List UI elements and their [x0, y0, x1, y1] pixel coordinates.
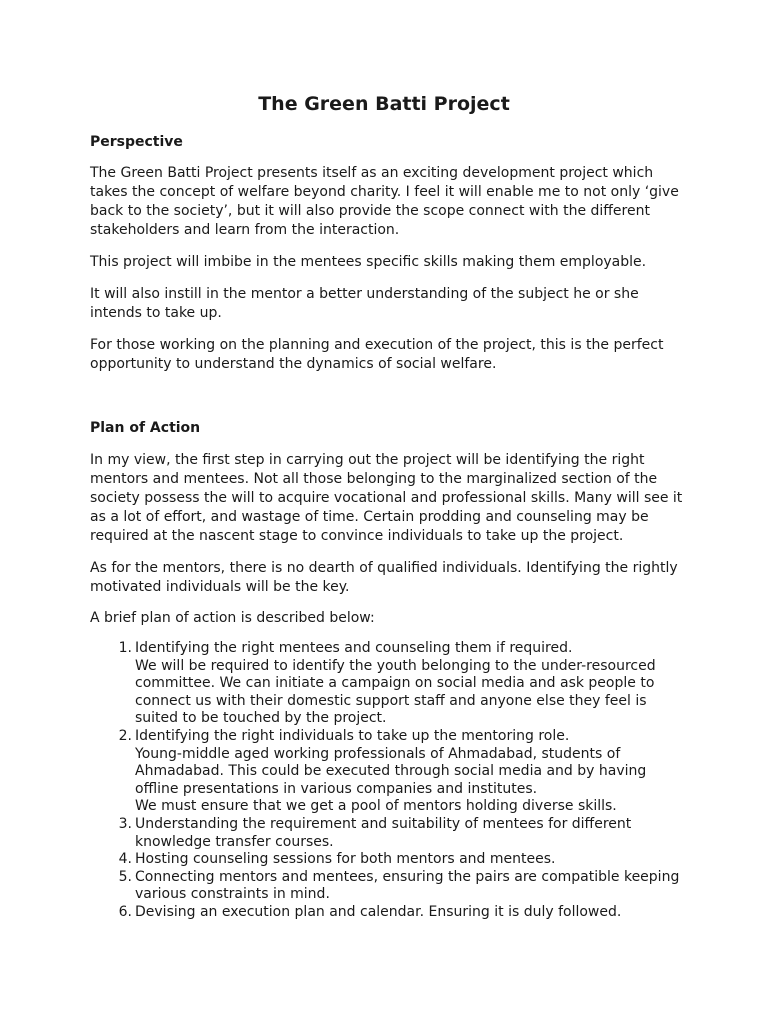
text-line: opportunity to understand the dynamics of social welfare.	[90, 356, 497, 372]
text-line: This project will imbibe in the mentees specific skills making them employable.	[90, 254, 647, 270]
text-line: Hosting counseling sessions for both mentors and mentees.	[135, 851, 556, 868]
text-line: mentors and mentees. Not all those belonging to the marginalized section of the	[90, 471, 658, 487]
text-line: stakeholders and learn from the interaction.	[90, 222, 400, 238]
text-line: motivated individuals will be the key.	[90, 579, 350, 595]
list-item	[90, 640, 690, 728]
list-item	[90, 904, 690, 922]
text-line: For those working on the planning and execution of the project, this is the perfect	[90, 337, 664, 353]
text-line: Understanding the requirement and suitability of mentees for different	[135, 815, 632, 832]
text-line: The Green Batti Project presents itself as an exciting development project which	[90, 165, 654, 181]
perspective-paragraph-2	[90, 253, 680, 272]
text-line: committee. We can initiate a campaign on social media and ask people to	[135, 675, 655, 692]
plan-paragraph-2	[90, 559, 680, 597]
text-line: offline presentations in various companies and institutes.	[135, 780, 538, 797]
plan-paragraph-1	[90, 451, 683, 546]
text-line: Identifying the right mentees and counseling them if required.	[135, 640, 573, 656]
text-line: Young-middle aged working professionals of Ahmadabad, students of	[135, 745, 621, 762]
list-number: 2.	[118, 727, 132, 744]
list-number: 3.	[118, 815, 132, 832]
perspective-paragraph-4	[90, 336, 680, 374]
text-line: society possess the will to acquire vocational and professional skills. Many will see it	[90, 490, 683, 506]
text-line: knowledge transfer courses.	[135, 833, 334, 850]
text-line: A brief plan of action is described below:	[90, 610, 375, 626]
text-line: various constraints in mind.	[135, 886, 330, 903]
plan-of-action-heading: Plan of Action	[90, 420, 201, 436]
text-line: As for the mentors, there is no dearth of qualified individuals. Identifying the rightly	[90, 560, 678, 576]
perspective-paragraph-1	[90, 164, 680, 240]
text-line: as a lot of effort, and wastage of time. Certain prodding and counseling may be	[90, 509, 649, 525]
text-line: In my view, the first step in carrying out the project will be identifying the right	[90, 452, 645, 468]
text-line: connect us with their domestic support staff and anyone else they feel is	[135, 692, 647, 709]
text-line: Connecting mentors and mentees, ensuring the pairs are compatible keeping	[135, 868, 680, 885]
document-title: The Green Batti Project	[258, 93, 510, 115]
text-line: back to the society’, but it will also provide the scope connect with the different	[90, 203, 650, 219]
text-line: We must ensure that we get a pool of mentors holding diverse skills.	[135, 798, 617, 815]
text-line: intends to take up.	[90, 305, 222, 321]
text-line: suited to be touched by the project.	[135, 710, 387, 727]
perspective-heading: Perspective	[90, 134, 183, 150]
list-item	[90, 851, 690, 869]
list-number: 1.	[118, 640, 132, 656]
text-line: We will be required to identify the youth belonging to the under-resourced	[135, 657, 656, 674]
list-number: 5.	[118, 868, 132, 885]
text-line: takes the concept of welfare beyond charity. I feel it will enable me to not only ‘give	[90, 184, 679, 200]
list-number: 4.	[118, 851, 132, 868]
text-line: required at the nascent stage to convince individuals to take up the project.	[90, 528, 624, 544]
text-line: It will also instill in the mentor a better understanding of the subject he or she	[90, 286, 639, 302]
list-item	[90, 816, 690, 851]
list-item	[90, 869, 690, 904]
plan-steps-list	[90, 640, 690, 922]
list-number: 6.	[118, 903, 132, 920]
text-line: Devising an execution plan and calendar. Ensuring it is duly followed.	[135, 903, 622, 920]
plan-paragraph-3	[90, 609, 680, 628]
list-item	[90, 728, 690, 816]
text-line: Ahmadabad. This could be executed through social media and by having	[135, 763, 647, 780]
perspective-paragraph-3	[90, 285, 680, 323]
text-line: Identifying the right individuals to take up the mentoring role.	[135, 727, 570, 744]
